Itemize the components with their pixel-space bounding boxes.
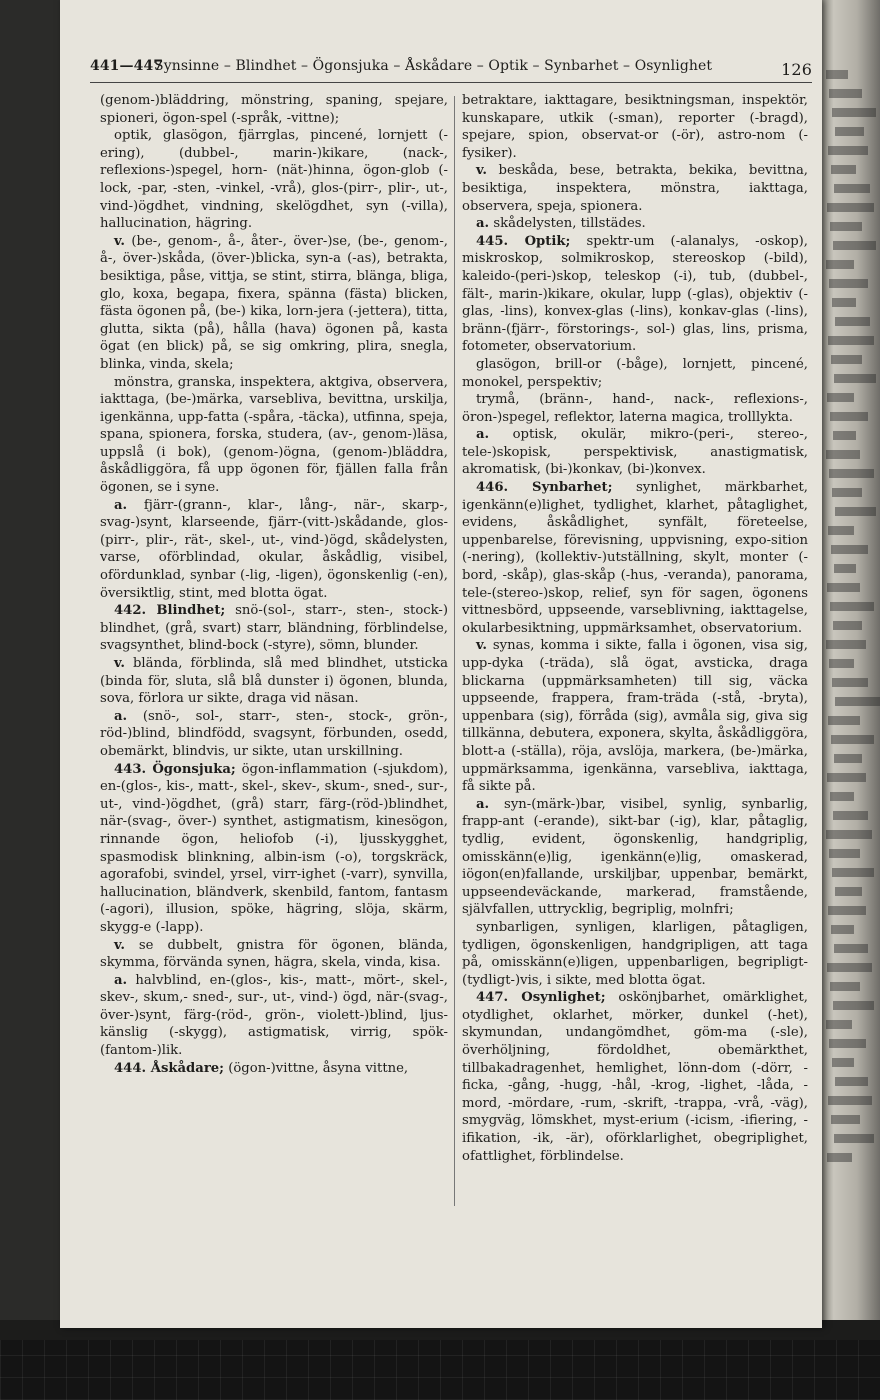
edge-text-mark bbox=[834, 184, 870, 193]
edge-text-mark bbox=[830, 982, 860, 991]
entry-paragraph bbox=[100, 374, 448, 497]
edge-text-mark bbox=[832, 298, 856, 307]
edge-text-mark bbox=[831, 1115, 860, 1124]
running-header bbox=[90, 58, 812, 82]
edge-text-mark bbox=[828, 146, 868, 155]
edge-text-mark bbox=[826, 830, 872, 839]
part-of-speech-marker: a. bbox=[476, 427, 490, 443]
entry-paragraph bbox=[462, 919, 808, 989]
entry-paragraph bbox=[462, 479, 808, 637]
edge-text-mark bbox=[834, 944, 868, 953]
entry-text: ögon-inflammation (-sjukdom), en-(glos-, kis-, matt-, skel-, skev-, skum-, sned-, sur-, ut-, vind-)ögdhet, (grå) starr, färg-(röd-)blindhet, när-(svag-, över-) synthet, astigmatism, kinesögon, rinnande ögon, heliofob (-i), ljusskygghet, spasmodisk blinkning, albin-ism (-o), torgskräck, agorafobi, svindel, yrsel, virr-ighet (-varr), synvilla, hallucination, bländverk, skenbild, fantom, fantasm (-agori), illusion, spöke, hägring, slöja, skärm, skygg-e (-lapp). bbox=[100, 761, 449, 935]
entry-text: optisk, okulär, mikro-(peri-, stereo-, tele-)skopisk, perspektivisk, anastigmatisk, akromatisk, (bi-)konkav, (bi-)konvex. bbox=[462, 427, 808, 478]
edge-text-mark bbox=[827, 963, 872, 972]
cutting-mat-background bbox=[0, 1340, 880, 1400]
entry-text: oskönjbarhet, omärklighet, otydlighet, oklarhet, mörker, dunkel (-het), skymundan, undangömdhet, göm-ma (-sle), överhöljning, fördoldhet, obemärkthet, tillbakadragenhet, hemlighet, lönn-dom (-dörr, -ficka, -gång, -hugg, -hål, -krog, -lighet, -låda, -mord, -mördare, -rum, -skrift, -trappa, -vrå, -väg), smygväg, lömskhet, myst-erium (-icism, -ifiering, -ifikation, -ik, -är), oförklarlighet, obegriplighet, ofattlighet, förblindelse. bbox=[462, 990, 808, 1164]
edge-text-mark bbox=[826, 640, 866, 649]
edge-text-mark bbox=[833, 621, 862, 630]
edge-text-mark bbox=[835, 887, 862, 896]
edge-text-mark bbox=[827, 203, 874, 212]
entry-paragraph bbox=[100, 708, 448, 761]
edge-text-mark bbox=[835, 697, 880, 706]
edge-text-mark bbox=[827, 393, 854, 402]
edge-text-mark bbox=[833, 811, 868, 820]
entry-text: se dubbelt, gnistra för ögonen, blända, skymma, förvända synen, hägra, skela, vinda, kisa. bbox=[100, 937, 448, 971]
edge-text-mark bbox=[828, 526, 854, 535]
edge-text-mark bbox=[835, 1077, 868, 1086]
section-heading: 442. Blindhet; bbox=[114, 603, 226, 619]
edge-text-mark bbox=[827, 583, 860, 592]
book-page bbox=[60, 0, 822, 1328]
entry-paragraph bbox=[462, 162, 808, 215]
edge-text-mark bbox=[832, 108, 876, 117]
entry-paragraph bbox=[462, 356, 808, 391]
next-page-edge bbox=[822, 0, 880, 1320]
entry-text: syn-(märk-)bar, visibel, synlig, synbarlig, frapp-ant (-erande), sikt-bar (-ig), klar, påtaglig, tydlig, evident, ögonskenlig, handgriplig, omisskänn(e)lig, igenkänn(e)lig, omaskerad, iögon(en)fallande, urskiljbar, uppenbar, bemärkt, uppseendeväckande, markerad, framstående, självfallen, uttrycklig, begriplig, molnfri; bbox=[462, 796, 808, 918]
column-divider bbox=[454, 96, 455, 1206]
part-of-speech-marker: v. bbox=[114, 233, 125, 249]
edge-text-mark bbox=[829, 469, 874, 478]
edge-text-mark bbox=[829, 89, 862, 98]
entry-text: (ögon-)vittne, åsyna vittne, bbox=[224, 1060, 409, 1076]
entry-paragraph bbox=[100, 937, 448, 972]
edge-text-mark bbox=[828, 336, 874, 345]
edge-text-mark bbox=[826, 260, 854, 269]
entry-paragraph bbox=[100, 127, 448, 233]
edge-text-mark bbox=[828, 1096, 872, 1105]
edge-text-mark bbox=[827, 773, 866, 782]
page-number: 126 bbox=[781, 60, 812, 79]
entry-text: snö-(sol-, starr-, sten-, stock-) blindhet, (grå, svart) starr, bländning, förblindelse, svagsynthet, blind-bock (-styre), sömn, blunder. bbox=[100, 603, 448, 654]
edge-text-mark bbox=[833, 1001, 874, 1010]
edge-text-mark bbox=[834, 1134, 874, 1143]
edge-text-mark bbox=[830, 602, 874, 611]
entry-text: beskåda, bese, betrakta, bekika, bevittna, besiktiga, inspektera, mönstra, iakttaga, observera, speja, spionera. bbox=[462, 163, 808, 214]
part-of-speech-marker: a. bbox=[114, 708, 128, 724]
part-of-speech-marker: v. bbox=[476, 638, 487, 654]
edge-text-mark bbox=[830, 792, 854, 801]
entry-text: betraktare, iakttagare, besiktningsman, inspektör, kunskapare, utkik (-sman), reporter (-bragd), spejare, spion, observat-or (-ör), astro-nom (-fysiker). bbox=[462, 93, 808, 161]
edge-text-mark bbox=[834, 374, 876, 383]
edge-text-mark bbox=[826, 1020, 852, 1029]
entry-paragraph bbox=[462, 637, 808, 795]
part-of-speech-marker: a. bbox=[476, 216, 490, 232]
edge-text-mark bbox=[835, 127, 864, 136]
part-of-speech-marker: v. bbox=[476, 163, 487, 179]
left-column bbox=[100, 92, 448, 1077]
edge-text-mark bbox=[830, 222, 862, 231]
entry-paragraph bbox=[462, 796, 808, 919]
entry-text: (snö-, sol-, starr-, sten-, stock-, grön-, röd-)blind, blindfödd, svagsynt, förbunden, osedd, obemärkt, blindvis, ur sikte, utan urskillning. bbox=[100, 708, 448, 759]
edge-text-mark bbox=[833, 241, 876, 250]
edge-text-mark bbox=[829, 1039, 866, 1048]
entry-paragraph bbox=[462, 215, 808, 233]
edge-text-mark bbox=[831, 355, 862, 364]
part-of-speech-marker: v. bbox=[114, 937, 125, 953]
entry-paragraph bbox=[100, 972, 448, 1060]
header-title: Synsinne – Blindhet – Ögonsjuka – Åskådare – Optik – Synbarhet – Osynlighet bbox=[154, 58, 713, 74]
entry-text: glasögon, brill-or (-båge), lornjett, pincené, monokel, perspektiv; bbox=[462, 356, 808, 390]
edge-text-mark bbox=[832, 488, 862, 497]
part-of-speech-marker: a. bbox=[476, 796, 490, 812]
edge-text-mark bbox=[834, 754, 862, 763]
part-of-speech-marker: a. bbox=[114, 497, 128, 513]
entry-paragraph bbox=[100, 1060, 448, 1078]
edge-text-mark bbox=[831, 735, 874, 744]
section-heading: 444. Åskådare; bbox=[114, 1060, 225, 1076]
edge-text-mark bbox=[831, 165, 856, 174]
edge-text-mark bbox=[833, 431, 856, 440]
section-heading: 445. Optik; bbox=[476, 233, 571, 249]
entry-text: (be-, genom-, å-, åter-, över-)se, (be-, genom-, å-, över-)skåda, (över-)blicka, syn-a (-as), betrakta, besiktiga, påse, vittja, se stint, stirra, blänga, bliga, glo, koxa, begapa, fixera, spänna (fästa) blicken, fästa ögonen på, (be-) kika, lorn-jera (-jettera), titta, glutta, sikta (på), hålla (hava) ögonen på, kasta ögat (en blick) på, se sig omkring, plira, snegla, blinka, vinda, skela; bbox=[100, 233, 448, 372]
edge-text-mark bbox=[826, 450, 860, 459]
header-rule bbox=[90, 82, 812, 83]
entry-text: mönstra, granska, inspektera, aktgiva, observera, iakttaga, (be-)märka, varsebliva, bevittna, urskilja, igenkänna, upp-fatta (-spåra, -täcka), utfinna, speja, spana, spionera, forska, studera, (av-, genom-)läsa, uppslå (i bok), (genom-)ögna, (genom-)bläddra, åskådliggöra, få upp ögonen för, fjällen falla från ögonen, se i syne. bbox=[100, 374, 448, 496]
entry-text: (genom-)bläddring, mönstring, spaning, spejare, spioneri, ögon-spel (-språk, -vittne); bbox=[100, 93, 448, 126]
right-column bbox=[462, 92, 808, 1165]
entry-text: halvblind, en-(glos-, kis-, matt-, mört-, skel-, skev-, skum,- sned-, sur-, ut-, vind-) ögd, när-(svag-, över-)synt, färg-(röd-, grön-, violett-)blind, ljus-känslig (-skygg), astigmatisk, virrig, spök-(fantom-)lik. bbox=[100, 972, 448, 1059]
edge-text-mark bbox=[832, 868, 874, 877]
entry-text: blända, förblinda, slå med blindhet, utsticka (binda för, sluta, slå blå dunster i) ögonen, blunda, sova, förlora ur sikte, draga vid näsan. bbox=[100, 656, 448, 707]
entry-text: skådelysten, tillstädes. bbox=[489, 216, 646, 232]
edge-text-mark bbox=[829, 659, 854, 668]
edge-text-mark bbox=[831, 545, 868, 554]
edge-text-mark bbox=[832, 678, 868, 687]
section-heading: 447. Osynlighet; bbox=[476, 990, 606, 1006]
entry-text: synlighet, märkbarhet, igenkänn(e)lighet, tydlighet, klarhet, påtaglighet, evidens, åskådlighet, synfält, företeelse, uppenbarelse, förevisning, uppvisning, expo-sition (-nering), (kollektiv-)utställning, skylt, monter (-bord, -skåp), glas-skåp (-hus, -veranda), panorama, tele-(stereo-)skop, relief, syn för sagen, ögonens vittnesbörd, uppseende, varseblivning, iakttagelse, okularbesiktning, uppmärksamhet, observatorium. bbox=[462, 480, 808, 636]
entry-text: synbarligen, synligen, klarligen, påtagligen, tydligen, ögonskenligen, handgripligen, att taga på, omisskänn(e)ligen, uppenbarligen, begripligt-(tydligt-)vis, i sikte, med blotta ögat. bbox=[462, 919, 808, 988]
edge-text-mark bbox=[829, 279, 868, 288]
entry-text: trymå, (bränn-, hand-, nack-, reflexions-, öron-)spegel, reflektor, laterna magica, trolllykta. bbox=[462, 392, 808, 425]
part-of-speech-marker: a. bbox=[114, 972, 128, 988]
entry-paragraph bbox=[462, 391, 808, 426]
edge-text-mark bbox=[826, 70, 848, 79]
section-heading: 443. Ögonsjuka; bbox=[114, 761, 236, 777]
entry-paragraph bbox=[100, 233, 448, 374]
entry-paragraph bbox=[462, 92, 808, 162]
edge-text-mark bbox=[835, 317, 870, 326]
entry-paragraph bbox=[100, 761, 448, 937]
entry-paragraph bbox=[462, 233, 808, 356]
edge-text-mark bbox=[831, 925, 854, 934]
entry-paragraph bbox=[100, 92, 448, 127]
entry-paragraph bbox=[462, 426, 808, 479]
edge-text-mark bbox=[827, 1153, 852, 1162]
entry-text: optik, glasögon, fjärrglas, pincené, lornjett (-ering), (dubbel-, marin-)kikare, (nack-, reflexions-)spegel, horn- (nät-)hinna, ögon-glob (-lock, -par, -sten, -vinkel, -vrå), glos-(pirr-, plir-, ut-, vind-)ögdhet, vindning, skelögdhet, syn (-villa), hallucination, hägring. bbox=[100, 128, 448, 232]
edge-text-mark bbox=[832, 1058, 854, 1067]
edge-text-mark bbox=[830, 412, 868, 421]
entry-text: spektr-um (-alanalys, -oskop), miskroskop, solmikroskop, stereoskop (-bild), kaleido-(peri-)skop, teleskop (-i), tub, (dubbel-, fält-, marin-)kikare, okular, lupp (-glas), objektiv (-glas, -lins), konvex-glas (-lins), konkav-glas (-lins), bränn-(fjärr-, förstorings-, sol-) glas, lins, prisma, fotometer, observatorium. bbox=[462, 233, 808, 355]
section-range: 441—447 bbox=[90, 58, 164, 74]
part-of-speech-marker: v. bbox=[114, 656, 125, 671]
entry-paragraph bbox=[100, 655, 448, 708]
edge-text-mark bbox=[835, 507, 876, 516]
edge-text-mark bbox=[829, 849, 860, 858]
edge-text-mark bbox=[828, 906, 866, 915]
entry-paragraph bbox=[100, 497, 448, 603]
entry-paragraph bbox=[462, 989, 808, 1165]
entry-text: fjärr-(grann-, klar-, lång-, när-, skarp-, svag-)synt, klarseende, fjärr-(vitt-)skådande, glos-(pirr-, plir-, rät-, skel-, ut-, vind-)ögd, skådelysten, varse, oförblindad, okular, åskådlig, visibel, ofördunklad, synbar (-lig, -ligen), ögonskenlig (-en), översiktlig, stint, med blotta ögat. bbox=[100, 497, 448, 601]
entry-text: synas, komma i sikte, falla i ögonen, visa sig, upp-dyka (-träda), slå ögat, avsticka, draga blickarna (uppmärksamheten) till sig, väcka uppseende, frappera, fram-träda (-stå, -bryta), uppenbara (sig), förråda (sig), avmåla sig, giva sig tillkänna, debutera, exponera, skylta, åskådliggöra, blott-a (-ställa), röja, avslöja, markera, (be-)märka, uppmärksamma, igenkänna, varsebliva, iakttaga, få sikte på. bbox=[462, 638, 808, 795]
edge-text-mark bbox=[834, 564, 856, 573]
edge-text-mark bbox=[828, 716, 860, 725]
section-heading: 446. Synbarhet; bbox=[476, 480, 613, 496]
entry-paragraph bbox=[100, 602, 448, 655]
